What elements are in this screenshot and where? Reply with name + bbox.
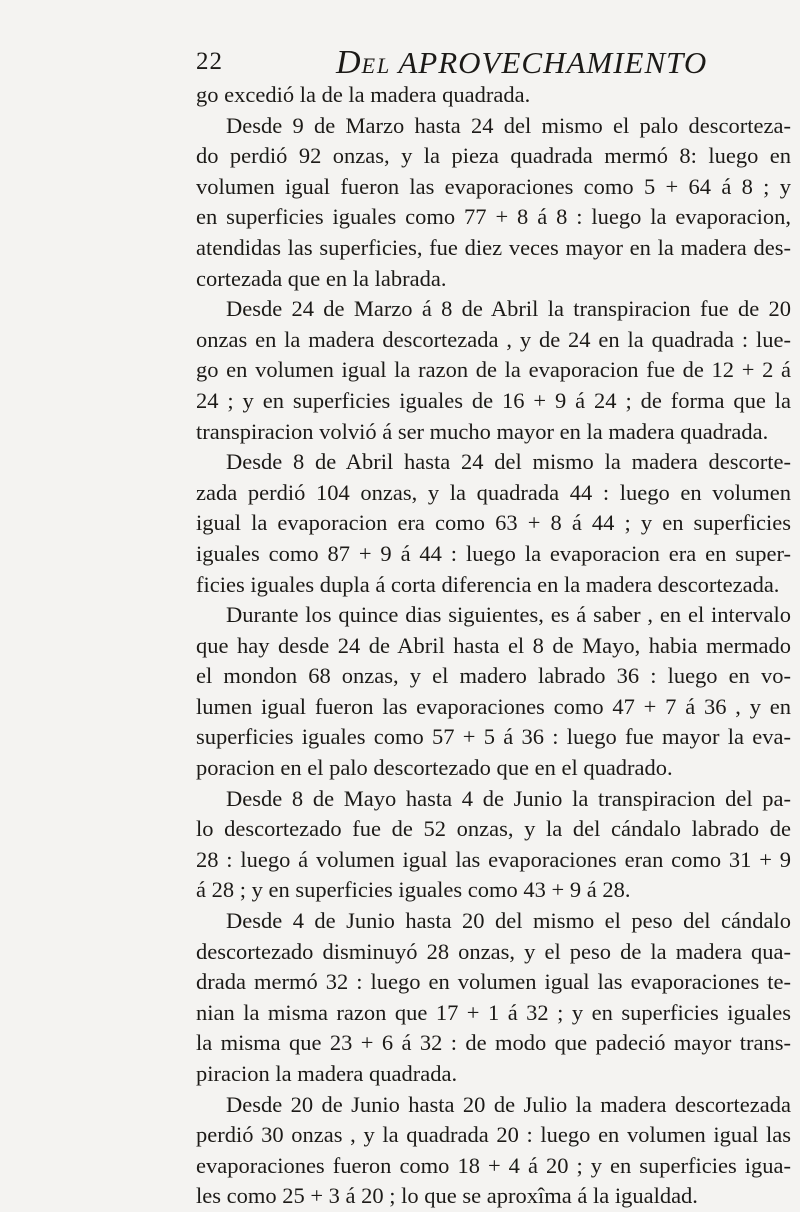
paragraph-first-line: Desde 24 de Marzo á 8 de Abril la transpiracion fue de 20 [226,296,791,322]
text-line: 24 ; y en superficies iguales de 16 + 9 á 24 ; de forma que la [196,387,791,413]
paragraph-first-line: Desde 8 de Mayo hasta 4 de Junio la transpiracion del pa- [226,785,791,811]
text-line: poracion en el palo descortezado que en el quadrado. [196,755,673,781]
text-line: que hay desde 24 de Abril hasta el 8 de Mayo, habia mermado [196,632,791,658]
text-line: el mondon 68 onzas, y el madero labrado 36 : luego en vo- [196,663,791,689]
text-line: do perdió 92 onzas, y la pieza quadrada mermó 8: luego en [196,143,791,169]
page-number: 22 [196,48,223,75]
text-line: iguales como 87 + 9 á 44 : luego la evaporacion era en super- [196,540,791,566]
text-line: atendidas las superficies, fue diez veces mayor en la madera des- [196,234,791,260]
text-line: lo descortezado fue de 52 onzas, y la del cándalo labrado de [196,816,791,842]
text-line: transpiracion volvió á ser mucho mayor en la madera quadrada. [196,418,769,444]
text-line: perdió 30 onzas , y la quadrada 20 : luego en volumen igual las [196,1122,791,1148]
text-line: superficies iguales como 57 + 5 á 36 : luego fue mayor la eva- [196,724,791,750]
text-line: á 28 ; y en superficies iguales como 43 + 9 á 28. [196,877,631,903]
text-line: zada perdió 104 onzas, y la quadrada 44 : luego en volumen [196,479,791,505]
text-line: evaporaciones fueron como 18 + 4 á 20 ; y en superficies igua- [196,1152,791,1178]
running-title-article: EL [361,53,399,78]
text-line: nian la misma razon que 17 + 1 á 32 ; y en superficies iguales [196,999,791,1025]
text-line: cortezada que en la labrada. [196,265,447,291]
paragraph-first-line: Desde 20 de Junio hasta 20 de Julio la madera descortezada [226,1091,791,1117]
text-line: les como 25 + 3 á 20 ; lo que se aproxîma á la igualdad. [196,1183,698,1209]
text-line: drada mermó 32 : luego en volumen igual las evaporaciones te- [196,969,791,995]
text-line: lumen igual fueron las evaporaciones como 47 + 7 á 36 , y en [196,693,791,719]
text-line: ficies iguales dupla á corta diferencia en la madera descortezada. [196,571,780,597]
text-line: go en volumen igual la razon de la evaporacion fue de 12 + 2 á [196,357,791,383]
text-line: 28 : luego á volumen igual las evaporaciones eran como 31 + 9 [196,846,791,872]
text-line: go excedió la de la madera quadrada. [196,82,531,107]
text-line: la misma que 23 + 6 á 32 : de modo que padeció mayor trans- [196,1030,791,1056]
text-line: onzas en la madera descortezada , y de 24 en la quadrada : lue- [196,326,791,352]
paragraph-first-line: Desde 4 de Junio hasta 20 del mismo el peso del cándalo [226,908,791,934]
paragraph-first-line: Durante los quince dias siguientes, es á saber , en el intervalo [226,602,791,628]
text-line: en superficies iguales como 77 + 8 á 8 : luego la evaporacion, [196,204,791,230]
text-line: descortezado disminuyó 28 onzas, y el peso de la madera qua- [196,938,791,964]
running-title-word: APROVECHAMIENTO [398,45,708,80]
paragraph-first-line: Desde 9 de Marzo hasta 24 del mismo el palo descorteza- [226,112,791,138]
body-text [196,80,791,1212]
text-line: igual la evaporacion era como 63 + 8 á 44 ; y en superficies [196,510,791,536]
paragraph-first-line: Desde 8 de Abril hasta 24 del mismo la madera descorte- [226,449,791,475]
text-line: volumen igual fueron las evaporaciones como 5 + 64 á 8 ; y [196,173,791,199]
running-title-initial: D [336,44,362,81]
running-head [196,44,708,84]
running-title [336,44,707,82]
text-line: piracion la madera quadrada. [196,1061,458,1086]
